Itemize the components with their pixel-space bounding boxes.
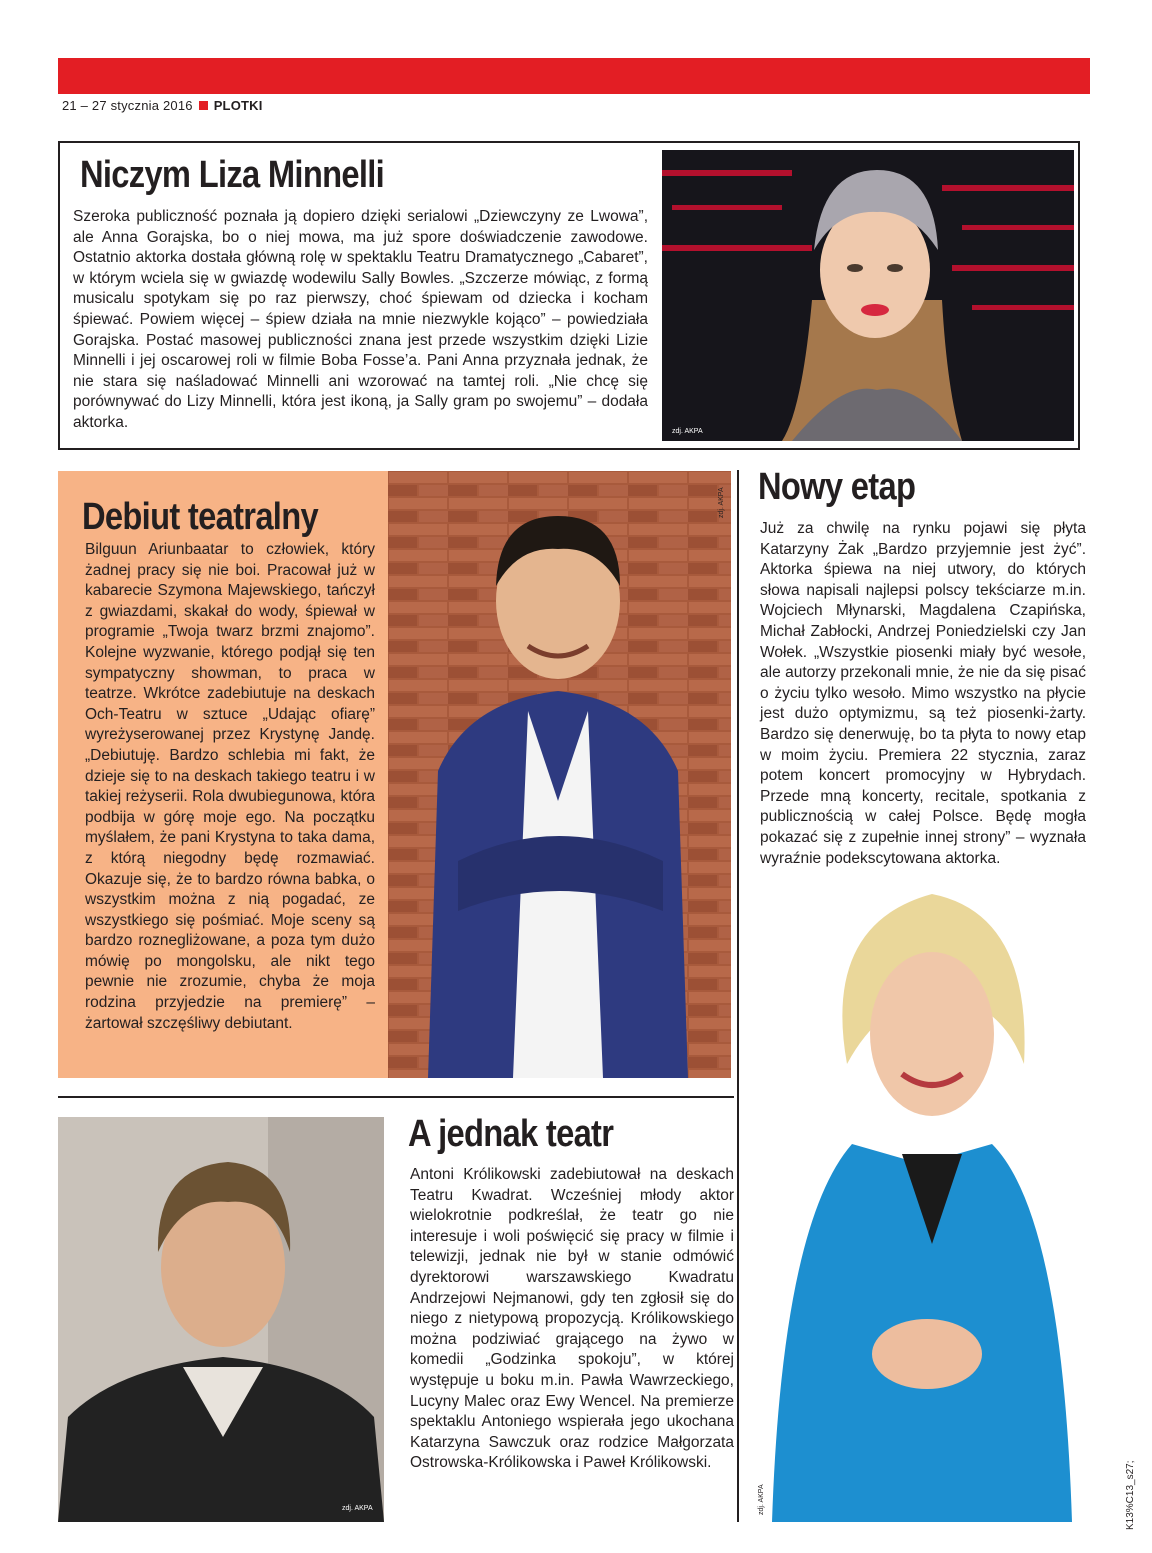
article-debiut-body: Bilguun Ariunbaatar to człowiek, który żadnej pracy się nie boi. Pracował już w kabarecie Szymona Majewskiego, tańczył z gwiazdami, skakał do wody, śpiewał w programie „Twoja twarz brzmi znajomo”. Kolejne wyzwanie, którego podjął się ten sympatyczny showman, to praca w teatrze. Wkrótce zadebiutuje na deskach Och-Teatru w sztuce „Udając ofiarę” wyreżyserowanej przez Krystynę Jandę. „Debiutuję. Bardzo schlebia mi fakt, że dzieje się to na deskach takiego teatru i w takiej reżyserii. Rola dwubiegunowa, która podbija w górę moje ego. Na początku myślałem, że pani Krystyna to taka dama, z którą niegodny będę rozmawiać. Okazuje się, że to bardzo równa babka, o wszystkim można z nią pogadać, ze wszystkiego się pośmiać. Moje sceny są bardzo roznegliżowane, a poza tym dużo mówię po mongolsku, ale nikt tego pewnie nie zrozumie, chyba że moja rodzina przyjedzie na premierę” – żartował szczęśliwy debiutant. xyxy=(85,541,375,1032)
header-red-bar xyxy=(58,58,1090,94)
issue-date: 21 – 27 stycznia 2016 xyxy=(62,98,193,113)
print-slug: K13%C13_s27; xyxy=(1125,1460,1136,1530)
article-teatr-title: A jednak teatr xyxy=(408,1113,614,1155)
photo-antoni-krolikowski xyxy=(58,1117,384,1522)
photo-anna-gorajska xyxy=(662,150,1074,441)
photo-bilguun-ariunbaatar xyxy=(388,471,731,1078)
red-square-icon xyxy=(199,101,208,110)
article-nowy-title: Nowy etap xyxy=(758,466,916,508)
column-divider xyxy=(737,470,739,1522)
article-debiut-title: Debiut teatralny xyxy=(82,496,318,538)
article-teatr-body: Antoni Królikowski zadebiutował na deskach Teatru Kwadrat. Wcześniej młody aktor wielokrotnie podkreślał, że teatr go nie interesuje i woli poświęcić się pracy w filmie i telewizji, jednak nie był w stanie odmówić dyrektorowi warszawskiego Kwadratu Andrzejowi Nejmanowi, gdy ten zgłosił się do niego z nietypową propozycją. Królikowskiego można podziwiać grającego na żywo w komedii „Godzinka spokoju”, w której występuje u boku m.in. Pawła Wawrzeckiego, Lucyny Malec oraz Ewy Wencel. Na premierze spektaklu Antoniego wspierała jego ukochana Katarzyna Sawczuk oraz rodzice Małgorzata Ostrowska-Królikowska i Paweł Królikowski. xyxy=(410,1166,734,1472)
dateline xyxy=(62,98,263,113)
photo-credit-teatr: zdj. AKPA xyxy=(342,1505,373,1512)
photo-credit-debiut: zdj. AKPA xyxy=(718,487,725,518)
row-divider xyxy=(58,1096,734,1098)
article-liza-title: Niczym Liza Minnelli xyxy=(80,154,385,196)
article-nowy-body: Już za chwilę na rynku pojawi się płyta Katarzyny Żak „Bardzo przyjemnie jest żyć”. Aktorka śpiewa na niej utwory, do których słowa napisali najlepsi polscy tekściarze m.in. Wojciech Młynarski, Magdalena Czapińska, Michał Zabłocki, Andrzej Poniedzielski czy Jan Wołek. „Wszystkie piosenki miały być wesołe, ale autorzy przekonali mnie, że nie da się pisać o życiu tylko wesoło. Mimo wszystko na płycie jest dużo optymizmu, są też piosenki-żarty. Bardzo się denerwuję, bo ta płyta to nowy etap w moim życiu. Premiera 22 stycznia, zaraz potem koncert promocyjny w Hybrydach. Przede mną koncerty, recitale, spotkania z publicznością w całej Polsce. Będę mogła pokazać się z zupełnie innej strony” – wyznała wyraźnie podekscytowana aktorka. xyxy=(760,520,1086,867)
article-liza-body: Szeroka publiczność poznała ją dopiero dzięki serialowi „Dziewczyny ze Lwowa”, ale Anna Gorajska, bo o niej mowa, ma już spore doświadczenie zawodowe. Ostatnio aktorka dostała główną rolę w spektaklu Teatru Dramatycznego „Cabaret”, w którym wciela się w gwiazdę wodewilu Sally Bowles. „Szczerze mówiąc, z formą musicalu spotykam się po raz pierwszy, choć śpiewam od dziecka i kocham śpiewać. Powiem więcej – śpiew działa na mnie niezwykle kojąco” – powiedziała Gorajska. Postać masowej publiczności znana jest przede wszystkim dzięki Lizie Minnelli i jej oscarowej roli w filmie Boba Fosse’a. Pani Anna przyznała jednak, że nie stara się naśladować Minnelli ani wzorować na tamtej roli. „Nie chcę się porównywać do Lizy Minnelli, która jest ikoną, ja Sally gram po swojemu” – dodała aktorka. xyxy=(73,208,648,431)
section-name: PLOTKI xyxy=(213,98,263,113)
photo-katarzyna-zak xyxy=(752,884,1080,1522)
photo-credit-nowy: zdj. AKPA xyxy=(758,1484,765,1515)
photo-credit-liza: zdj. AKPA xyxy=(672,428,703,435)
